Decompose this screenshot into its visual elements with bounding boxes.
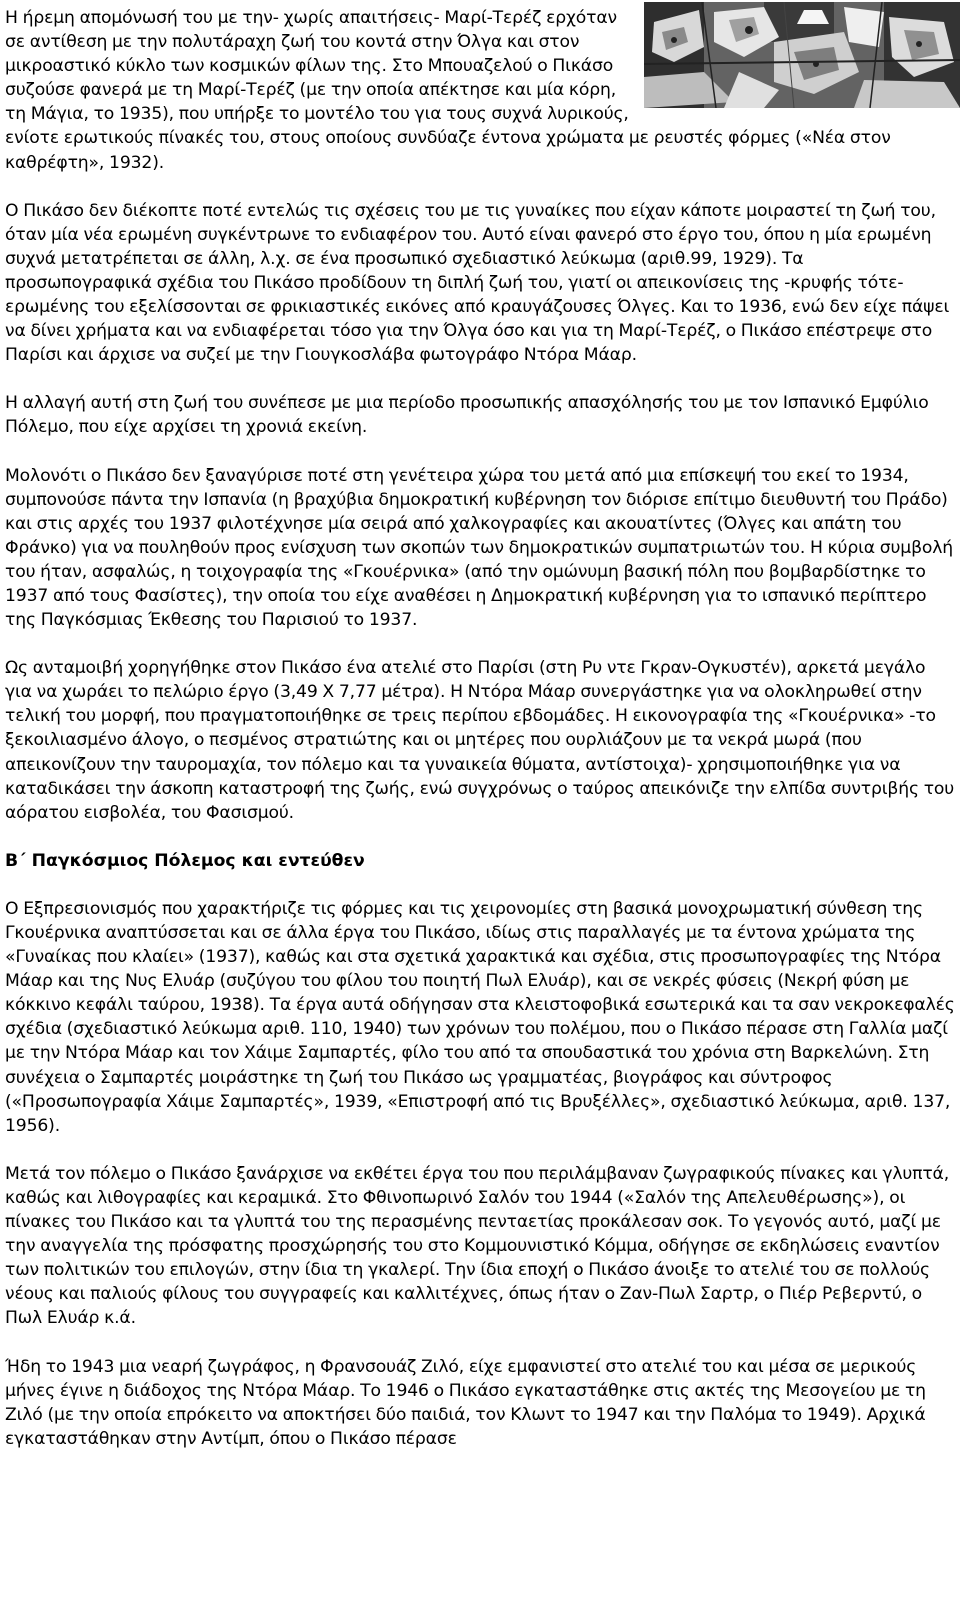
paragraph-5: Ως ανταμοιβή χορηγήθηκε στον Πικάσο ένα ατελιέ στο Παρίσι (στη Ρυ ντε Γκραν-Ογκυστέν), αρκετά μεγάλο για να χωράει το πελώριο έργο (3,49 Χ 7,77 μέτρα). Η Ντόρα Μάαρ συνεργάστηκε για να ολοκληρωθεί στην τελική του μορφή, που πραγματοποιήθηκε σε τρεις περίπου εβδομάδες. Η εικονογραφία της «Γκουέρνικα» -το ξεκοιλιασμένο άλογο, ο πεσμένος στρατιώτης και οι μητέρες που ουρλιάζουν με τα νεκρά μωρά (που απεικονίζουν την ταυρομαχία, τον πόλεμο και τα γυναικεία θύματα, αντίστοιχα)- χρησιμοποιήθηκε για να καταδικάσει την άσκοπη καταστροφή της ζωής, ενώ συγχρόνως ο ταύρος απεικόνιζε την ελπίδα συντριβής του αόρατου εισβολέα, του Φασισμού. [5,658,955,823]
paragraph-3: Η αλλαγή αυτή στη ζωή του συνέπεσε με μια περίοδο προσωπικής απασχόλησής του με τον Ισπανικό Εμφύλιο Πόλεμο, που είχε αρχίσει τη χρονιά εκείνη. [5,393,929,438]
guernica-painting-thumbnail [644,2,960,108]
paragraph-8: Ήδη το 1943 μια νεαρή ζωγράφος, η Φρανσουάζ Ζιλό, είχε εμφανιστεί στο ατελιέ του και μέσα σε μερικούς μήνες έγινε η διάδοχος της Ντόρα Μάαρ. Το 1946 ο Πικάσο εγκαταστάθηκε στις ακτές της Μεσογείου με τη Ζιλό (με την οποία επρόκειτο να αποκτήσει δύο παιδιά, τον Κλωντ το 1947 και την Παλόμα το 1949). Αρχικά εγκαταστάθηκαν στην Αντίμπ, όπου ο Πικάσο πέρασε [5,1356,926,1449]
paragraph-6: Ο Εξπρεσιονισμός που χαρακτήριζε τις φόρμες και τις χειρονομίες στη βασικά μονοχρωματική σύνθεση της Γκουέρνικα αναπτύσσεται και σε άλλα έργα του Πικάσο, ιδίως στις παραλλαγές με τα έντονα χρώματα της «Γυναίκας που κλαίει» (1937), καθώς και στα σχετικά χαρακτικά και σχέδια, στις προσωπογραφίες της Ντόρα Μάαρ και της Νυς Ελυάρ (συζύγου του φίλου του ποιητή Πωλ Ελυάρ), και σε νεκρές φύσεις (Νεκρή φύση με κόκκινο κεφάλι ταύρου, 1938). Τα έργα αυτά οδήγησαν στα κλειστοφοβικά εσωτερικά και τα σαν νεκροκεφαλές σχέδια (σχεδιαστικό λεύκωμα αριθ. 110, 1940) των χρόνων του πολέμου, που ο Πικάσο πέρασε στη Γαλλία μαζί με την Ντόρα Μάαρ και τον Χάιμε Σαμπαρτές, φίλο του από τα σπουδαστικά του χρόνια στη Βαρκελώνη. Στη συνέχεια ο Σαμπαρτές μοιράστηκε τη ζωή του Πικάσο ως γραμματέας, βιογράφος και σύντροφος («Προσωπογραφία Χάιμε Σαμπαρτές», 1939, «Επιστροφή από τις Βρυξέλλες», σχεδιαστικό λεύκωμα, αριθ. 137, 1956). [5,898,955,1136]
document-page [5,0,955,1451]
paragraph-1: Η ήρεμη απομόνωσή του με την- χωρίς απαιτήσεις- Μαρί-Τερέζ ερχόταν σε αντίθεση με την πολυτάραχη ζωή του κοντά στην Όλγα και στον μικροαστικό κύκλο των κοσμικών φίλων της. Στο Μπουαζελού ο Πικάσο συζούσε φανερά με τη Μαρί-Τερέζ (με την οποία απέκτησε και μία κόρη, τη Μάγια, το 1935), που υπήρξε το μοντέλο του για τους συχνά λυρικούς, ενίοτε ερωτικούς πίνακές του, στους οποίους συνδύαζε έντονα χρώματα με ρευστές φόρμες («Νέα στον καθρέφτη», 1932). [5,8,891,173]
section-heading: Β΄ Παγκόσμιος Πόλεμος και εντεύθεν [5,850,365,871]
paragraph-7: Μετά τον πόλεμο ο Πικάσο ξανάρχισε να εκθέτει έργα του που περιλάμβαναν ζωγραφικούς πίνακες και γλυπτά, καθώς και λιθογραφίες και κεραμικά. Στο Φθινοπωρινό Σαλόν του 1944 («Σαλόν της Απελευθέρωσης»), οι πίνακες του Πικάσο και τα γλυπτά του της περασμένης πενταετίας προκάλεσαν σοκ. Το γεγονός αυτό, μαζί με την αναγγελία της πρόσφατης προσχώρησής του στο Κομμουνιστικό Κόμμα, οδήγησε σε εκδηλώσεις εναντίον των πολιτικών του επιλογών, στην ίδια τη γκαλερί. Την ίδια εποχή ο Πικάσο άνοιξε το ατελιέ του σε πολλούς νέους και παλιούς φίλους του συγγραφείς και καλλιτέχνες, όπως ήταν ο Ζαν-Πωλ Σαρτρ, ο Πιέρ Ρεβερντύ, ο Πωλ Ελυάρ κ.ά. [5,1163,950,1329]
paragraph-4: Μολονότι ο Πικάσο δεν ξαναγύρισε ποτέ στη γενέτειρα χώρα του μετά από μια επίσκεψή του εκεί το 1934, συμπονούσε πάντα την Ισπανία (η βραχύβια δημοκρατική κυβέρνηση τον διόρισε επίτιμο διευθυντή του Πράδο) και στις αρχές του 1937 φιλοτέχνησε μία σειρά από χαλκογραφίες και ακουατίντες (Όλγες και απάτη του Φράνκο) για να πουληθούν προς ενίσχυση των σκοπών των δημοκρατικών συμπατριωτών του. Η κύρια συμβολή του ήταν, ασφαλώς, η τοιχογραφία της «Γκουέρνικα» (από την ομώνυμη βασική πόλη που βομβαρδίστηκε το 1937 από τους Φασίστες), την οποία του είχε αναθέσει η Δημοκρατική κυβέρνηση για το ισπανικό περίπτερο της Παγκόσμιας Έκθεσης του Παρισιού το 1937. [5,465,954,631]
paragraph-2: Ο Πικάσο δεν διέκοπτε ποτέ εντελώς τις σχέσεις του με τις γυναίκες που είχαν κάποτε μοιραστεί τη ζωή του, όταν μία νέα ερωμένη συγκέντρωνε το ενδιαφέρον του. Αυτό είναι φανερό στο έργο του, όπου η μία ερωμένη συχνά μετατρέπεται σε άλλη, λ.χ. σε ένα προσωπικό σχεδιαστικό λεύκωμα (αριθ.99, 1929). Τα προσωπογραφικά σχέδια του Πικάσο προδίδουν τη διπλή ζωή του, γιατί οι απεικονίσεις της -κρυφής τότε- ερωμένης του εξελίσσονται σε φρικιαστικές εικόνες από κραυγάζουσες Όλγες. Και το 1936, ενώ δεν είχε πάψει να δίνει χρήματα και να ενδιαφέρεται τόσο για την Όλγα όσο και για τη Μαρί-Τερέζ, ο Πικάσο επέστρεψε στο Παρίσι και άρχισε να συζεί με την Γιουγκοσλάβα φωτογράφο Ντόρα Μάαρ. [5,200,950,366]
